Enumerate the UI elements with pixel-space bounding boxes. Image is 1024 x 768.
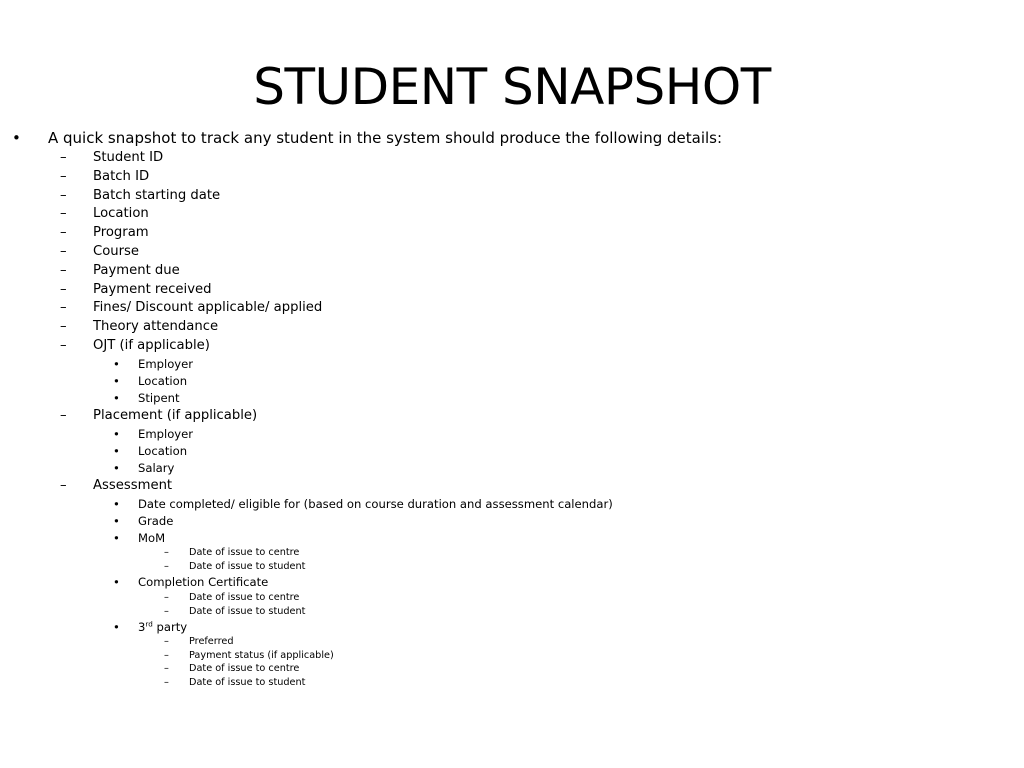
sub-item-label: Completion Certificate xyxy=(138,575,269,589)
sub-item-label: Salary xyxy=(138,461,175,475)
dash-marker: – xyxy=(60,244,67,259)
dash-marker: – xyxy=(164,547,169,558)
sub-sub-item-label: Date of issue to centre xyxy=(189,592,300,603)
dash-marker: – xyxy=(60,169,67,184)
slide-title: STUDENT SNAPSHOT xyxy=(253,58,771,116)
detail-label: Course xyxy=(93,244,140,259)
third-party-number: 3 xyxy=(138,620,146,634)
sub-item-label: Stipent xyxy=(138,391,180,405)
dash-marker: – xyxy=(60,188,67,203)
bullet-marker: • xyxy=(113,444,120,458)
dash-marker: – xyxy=(164,592,169,603)
detail-item-ojt xyxy=(60,338,210,353)
assessment-sub-item-completion-certificate xyxy=(113,575,268,589)
sub-item-label: Employer xyxy=(138,427,194,441)
certificate-sub-item-issue-student xyxy=(164,606,305,617)
bullet-marker: • xyxy=(113,620,120,634)
bullet-marker: • xyxy=(12,129,21,147)
detail-label: Payment due xyxy=(93,263,180,278)
sub-item-label: Location xyxy=(138,444,188,458)
bullet-marker: • xyxy=(113,461,120,475)
dash-marker: – xyxy=(60,319,67,334)
detail-item-batch-starting-date xyxy=(60,188,220,203)
sub-item-label: MoM xyxy=(138,531,166,545)
detail-label: Student ID xyxy=(93,150,164,165)
detail-label: Placement (if applicable) xyxy=(93,408,258,423)
detail-item-assessment xyxy=(60,478,172,493)
bullet-marker: • xyxy=(113,357,120,371)
detail-item-placement xyxy=(60,408,257,423)
detail-label: Batch starting date xyxy=(93,188,221,203)
certificate-sub-item-issue-centre xyxy=(164,592,299,603)
detail-label: Program xyxy=(93,225,149,240)
intro-text: A quick snapshot to track any student in the system should produce the following details: xyxy=(48,129,723,147)
dash-marker: – xyxy=(60,263,67,278)
third-party-sub-item-payment-status xyxy=(164,650,334,661)
detail-item-payment-due xyxy=(60,263,180,278)
dash-marker: – xyxy=(164,677,169,688)
dash-marker: – xyxy=(60,206,67,221)
dash-marker: – xyxy=(60,338,67,353)
detail-label: Location xyxy=(93,206,149,221)
assessment-sub-item-grade xyxy=(113,514,173,528)
detail-item-payment-received xyxy=(60,282,212,297)
sub-sub-item-label: Date of issue to student xyxy=(189,677,306,688)
detail-item-student-id xyxy=(60,150,163,165)
dash-marker: – xyxy=(60,225,67,240)
sub-sub-item-label: Date of issue to student xyxy=(189,561,306,572)
mom-sub-item-issue-student xyxy=(164,561,305,572)
bullet-marker: • xyxy=(113,427,120,441)
bullet-marker: • xyxy=(113,497,120,511)
bullet-marker: • xyxy=(113,531,120,545)
bullet-marker: • xyxy=(113,374,120,388)
sub-item-label: Date completed/ eligible for (based on course duration and assessment calendar) xyxy=(138,497,613,511)
dash-marker: – xyxy=(164,561,169,572)
ojt-sub-item-stipent xyxy=(113,391,180,405)
intro-list-item xyxy=(12,129,722,147)
detail-item-location xyxy=(60,206,149,221)
sub-sub-item-label: Payment status (if applicable) xyxy=(189,650,334,661)
ojt-sub-item-location xyxy=(113,374,187,388)
dash-marker: – xyxy=(60,478,67,493)
bullet-marker: • xyxy=(113,575,120,589)
bullet-marker: • xyxy=(113,391,120,405)
dash-marker: – xyxy=(60,408,67,423)
dash-marker: – xyxy=(60,282,67,297)
assessment-sub-item-third-party xyxy=(113,620,187,634)
assessment-sub-item-date-completed xyxy=(113,497,613,511)
placement-sub-item-location xyxy=(113,444,187,458)
detail-label: Batch ID xyxy=(93,169,150,184)
detail-item-program xyxy=(60,225,149,240)
dash-marker: – xyxy=(60,300,67,315)
sub-sub-item-label: Date of issue to student xyxy=(189,606,306,617)
detail-label: Payment received xyxy=(93,282,212,297)
detail-label: Assessment xyxy=(93,478,173,493)
mom-sub-item-issue-centre xyxy=(164,547,299,558)
third-party-sub-item-preferred xyxy=(164,636,233,647)
sub-item-label: Location xyxy=(138,374,188,388)
dash-marker: – xyxy=(164,636,169,647)
detail-label: OJT (if applicable) xyxy=(93,338,210,353)
dash-marker: – xyxy=(164,606,169,617)
ojt-sub-item-employer xyxy=(113,357,193,371)
bullet-marker: • xyxy=(113,514,120,528)
assessment-sub-item-mom xyxy=(113,531,165,545)
dash-marker: – xyxy=(164,663,169,674)
third-party-sub-item-issue-centre xyxy=(164,663,299,674)
placement-sub-item-salary xyxy=(113,461,174,475)
third-party-ordinal-suffix: rd xyxy=(145,619,153,629)
detail-item-theory-attendance xyxy=(60,319,218,334)
placement-sub-item-employer xyxy=(113,427,193,441)
detail-item-batch-id xyxy=(60,169,149,184)
sub-item-label: Employer xyxy=(138,357,194,371)
detail-label: Theory attendance xyxy=(93,319,219,334)
third-party-label-rest: party xyxy=(152,620,188,634)
detail-item-course xyxy=(60,244,139,259)
sub-item-label xyxy=(138,620,187,634)
third-party-sub-item-issue-student xyxy=(164,677,305,688)
detail-label: Fines/ Discount applicable/ applied xyxy=(93,300,323,315)
dash-marker: – xyxy=(164,650,169,661)
sub-sub-item-label: Date of issue to centre xyxy=(189,663,300,674)
sub-item-label: Grade xyxy=(138,514,174,528)
sub-sub-item-label: Date of issue to centre xyxy=(189,547,300,558)
sub-sub-item-label: Preferred xyxy=(189,636,234,647)
dash-marker: – xyxy=(60,150,67,165)
detail-item-fines-discount xyxy=(60,300,322,315)
